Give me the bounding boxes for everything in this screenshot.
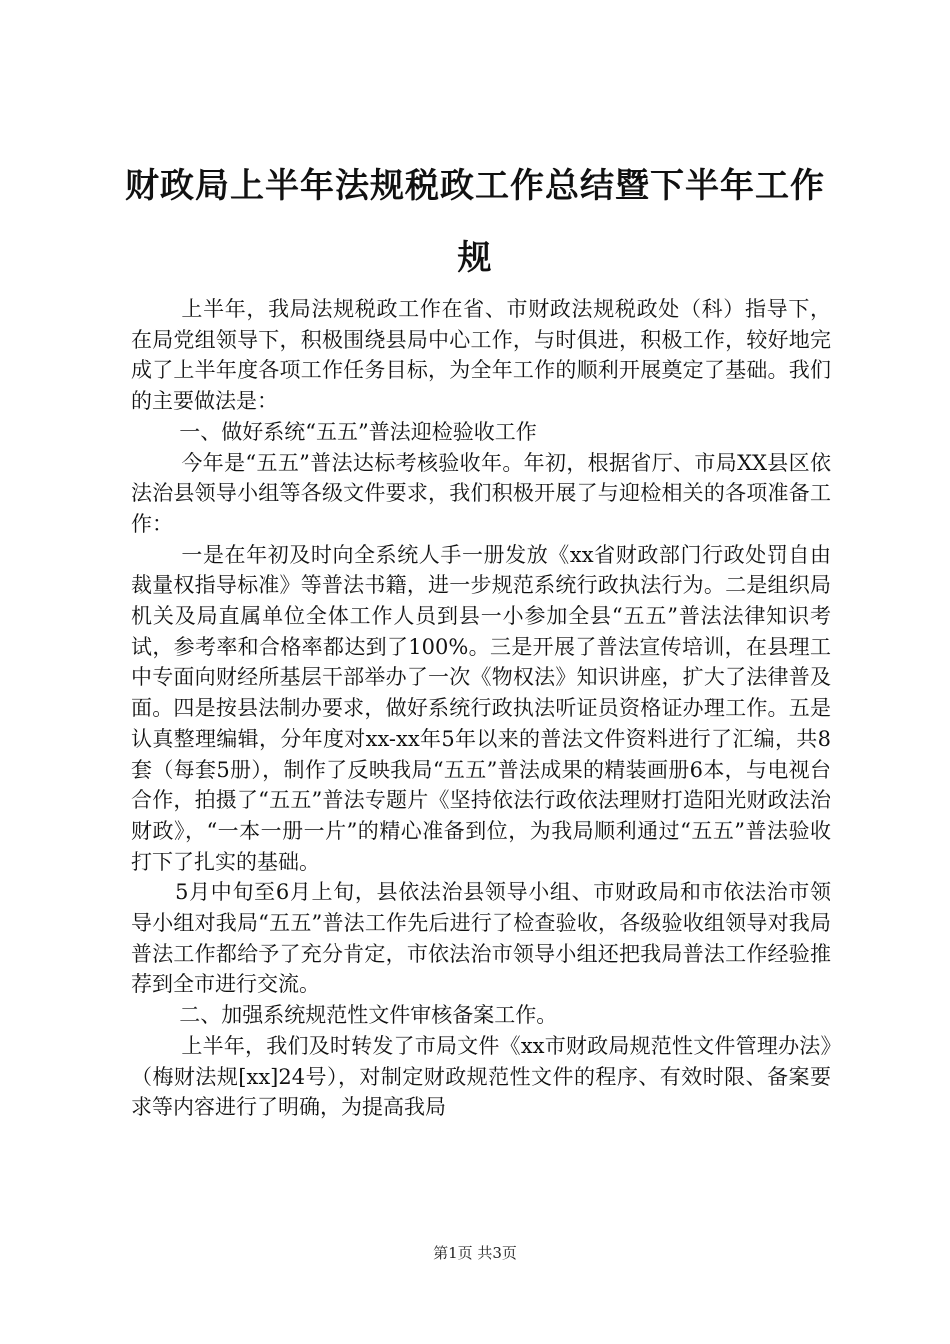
page-footer: 第1页 共3页 [433, 1244, 517, 1262]
paragraph-section2-intro: 上半年，我们及时转发了市局文件《xx市财政局规范性文件管理办法》（梅财法规[xx]24号），对制定财政规范性文件的程序、有效时限、备案要求等内容进行了明确，为提高我局 [131, 1033, 831, 1120]
paragraph-section1-intro: 今年是“五五”普法达标考核验收年。年初，根据省厅、市局XX县区依法治县领导小组等各级文件要求，我们积极开展了与迎检相关的各项准备工作： [131, 450, 831, 536]
document-body [131, 294, 831, 1123]
paragraph-intro: 上半年，我局法规税政工作在省、市财政法规税政处（科）指导下，在局党组领导下，积极围绕县局中心工作，与时俱进，积极工作，较好地完成了上半年度各项工作任务目标，为全年工作的顺利开展奠定了基础。我们的主要做法是： [131, 297, 831, 414]
document-title: 财政局上半年法规税政工作总结暨下半年工作规 [125, 166, 825, 278]
section-heading-1: 一、做好系统“五五”普法迎检验收工作 [179, 419, 537, 444]
paragraph-section1-inspection: 5月中旬至6月上旬，县依法治县领导小组、市财政局和市依法治市领导小组对我局“五五”普法工作先后进行了检查验收，各级验收组领导对我局普法工作都给予了充分肯定，市依法治市领导小组还把我局普法工作经验推荐到全市进行交流。 [131, 880, 831, 997]
section-heading-2: 二、加强系统规范性文件审核备案工作。 [179, 1003, 558, 1028]
paragraph-section1-details: 一是在年初及时向全系统人手一册发放《xx省财政部门行政处罚自由裁量权指导标准》等普法书籍，进一步规范系统行政执法行为。二是组织局机关及局直属单位全体工作人员到县一小参加全县“五五”普法法律知识考试，参考率和合格率都达到了100%。三是开展了普法宣传培训，在县理工中专面向财经所基层干部举办了一次《物权法》知识讲座，扩大了法律普及面。四是按县法制办要求，做好系统行政执法听证员资格证办理工作。五是认真整理编辑，分年度对xx-xx年5年以来的普法文件资料进行了汇编，共8套（每套5册），制作了反映我局“五五”普法成果的精装画册6本，与电视台合作，拍摄了“五五”普法专题片《坚持依法行政依法理财打造阳光财政法治财政》，“一本一册一片”的精心准备到位，为我局顺利通过“五五”普法验收打下了扎实的基础。 [131, 542, 831, 874]
